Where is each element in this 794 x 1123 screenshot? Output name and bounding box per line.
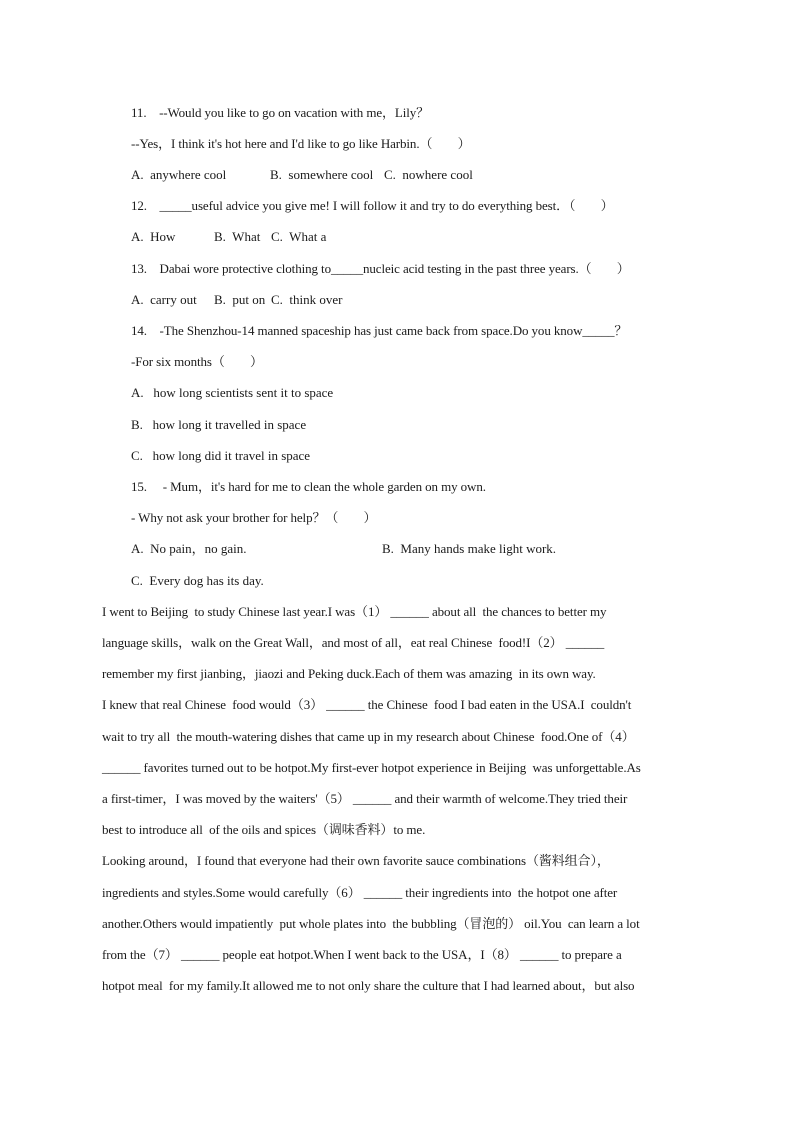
question-12-option-c: C. What a [271, 229, 327, 244]
passage-line-4: I knew that real Chinese food would（3） ______ the Chinese food I bad eaten in the USA.I couldn't [102, 697, 632, 712]
question-14-option-c: C. how long did it travel in space [131, 448, 311, 463]
passage-line-2: language skills，walk on the Great Wall，and most of all，eat real Chinese food!I（2） ______ [102, 635, 605, 650]
question-15-option-a: A. No pain，no gain. [131, 541, 247, 556]
passage-line-9: Looking around，I found that everyone had their own favorite sauce combinations（酱料组合）， [102, 853, 610, 868]
question-13-option-a: A. carry out [131, 292, 197, 307]
question-15-stem: 15. - Mum，it's hard for me to clean the whole garden on my own. [131, 479, 486, 494]
question-13-option-c: C. think over [271, 292, 343, 307]
question-15-line2: - Why not ask your brother for help？（ ） [131, 510, 377, 525]
question-14-option-a: A. how long scientists sent it to space [131, 385, 334, 400]
question-11-stem: 11. --Would you like to go on vacation with me，Lily？ [131, 105, 430, 120]
question-11-line2: --Yes，I think it's hot here and I'd like to go like Harbin.（ ） [131, 136, 471, 151]
question-13-option-b: B. put on [214, 292, 266, 307]
question-14-option-b: B. how long it travelled in space [131, 417, 307, 432]
passage-line-5: wait to try all the mouth-watering dishes that came up in my research about Chinese food.One of（4） [102, 729, 635, 744]
passage-line-13: hotpot meal for my family.It allowed me to not only share the culture that I had learned about，but also [102, 978, 635, 993]
passage-line-10: ingredients and styles.Some would carefully（6） ______ their ingredients into the hotpot one after [102, 885, 618, 900]
question-13-stem: 13. Dabai wore protective clothing to_____nucleic acid testing in the past three years.（ ） [131, 261, 630, 276]
question-12-option-b: B. What [214, 229, 261, 244]
passage-line-1: I went to Beijing to study Chinese last year.I was（1） ______ about all the chances to better my [102, 604, 607, 619]
passage-line-3: remember my first jianbing，jiaozi and Peking duck.Each of them was amazing in its own way. [102, 666, 596, 681]
question-15-option-c: C. Every dog has its day. [131, 573, 264, 588]
passage-line-6: ______ favorites turned out to be hotpot.My first-ever hotpot experience in Beijing was unforgettable.As [102, 760, 641, 775]
question-11-option-a: A. anywhere cool [131, 167, 227, 182]
question-11-option-c: C. nowhere cool [384, 167, 473, 182]
passage-line-12: from the（7） ______ people eat hotpot.When I went back to the USA，I（8） ______ to prepare a [102, 947, 622, 962]
passage-line-8: best to introduce all of the oils and spices（调味香料）to me. [102, 822, 426, 837]
question-12-option-a: A. How [131, 229, 176, 244]
question-15-option-b: B. Many hands make light work. [382, 541, 557, 556]
question-14-line2: -For six months（ ） [131, 354, 263, 369]
question-12-stem: 12. _____useful advice you give me! I will follow it and try to do everything best．（ ） [131, 198, 614, 213]
question-14-stem: 14. -The Shenzhou-14 manned spaceship has just came back from space.Do you know_____？ [131, 323, 628, 338]
passage-line-11: another.Others would impatiently put whole plates into the bubbling（冒泡的） oil.You can learn a lot [102, 916, 640, 931]
question-11-option-b: B. somewhere cool [270, 167, 374, 182]
passage-line-7: a first-timer，I was moved by the waiters'（5） ______ and their warmth of welcome.They tried their [102, 791, 628, 806]
